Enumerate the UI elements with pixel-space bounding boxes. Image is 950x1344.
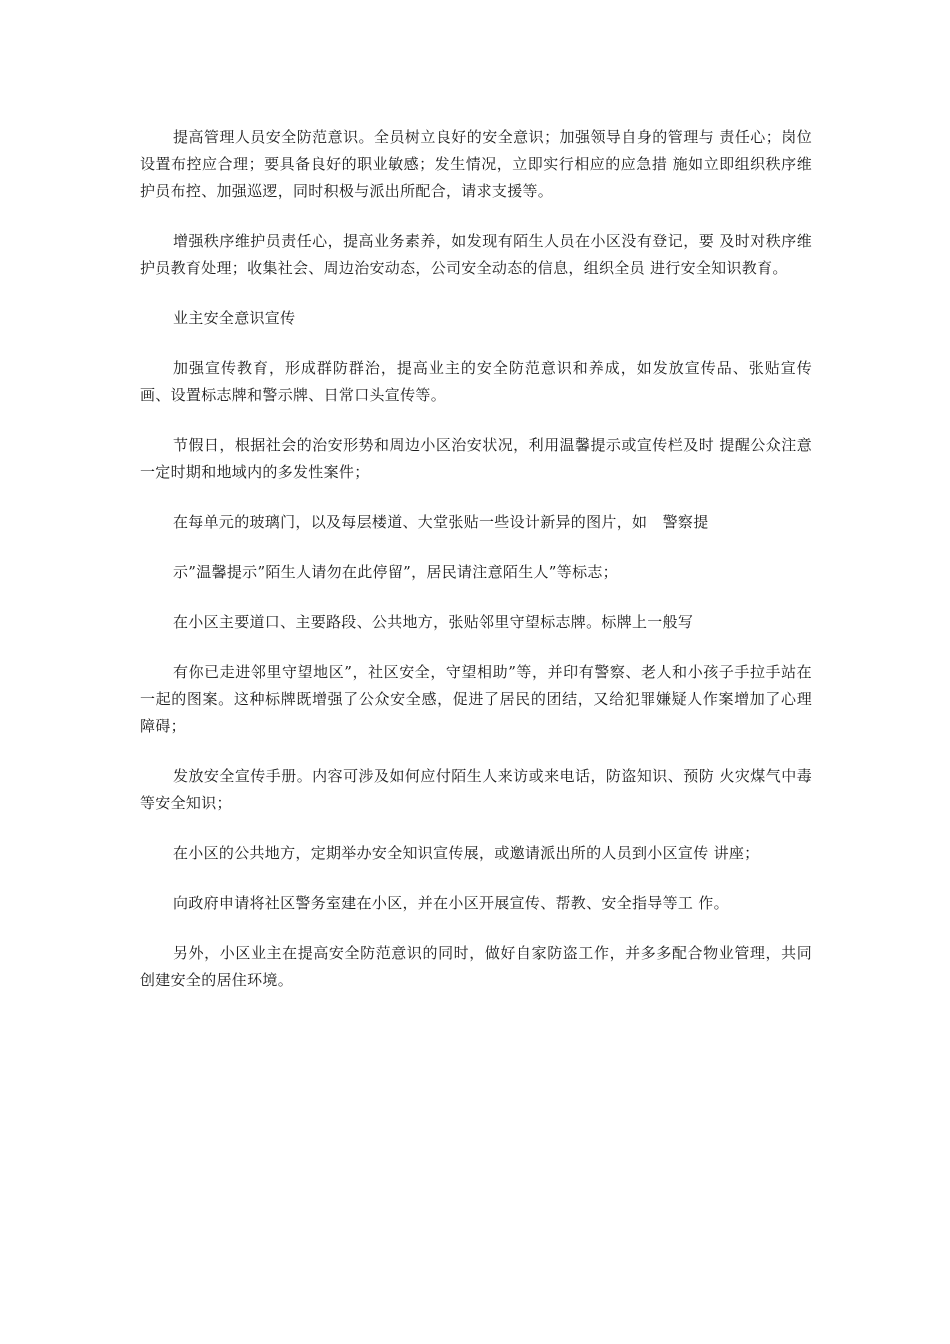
paragraph-conclusion: 另外，小区业主在提高安全防范意识的同时，做好自家防盗工作，并多多配合物业管理，共同创建安全的居住环境。 [140,944,812,989]
paragraph-safety-handbook: 发放安全宣传手册。内容可涉及如何应付陌生人来访或来电话，防盗知识、预防 火灾煤气中毒等安全知识； [140,767,812,812]
paragraph-management-awareness: 提高管理人员安全防范意识。全员树立良好的安全意识；加强领导自身的管理与 责任心；岗位设置布控应合理；要具备良好的职业敏感；发生情况，立即实行相应的应急措 施如立即组织秩序维护员布控、加强巡逻，同时积极与派出所配合，请求支援等。 [140,128,812,200]
document-body [140,124,812,1017]
paragraph-security-staff: 增强秩序维护员责任心，提高业务素养，如发现有陌生人员在小区没有登记，要 及时对秩序维护员教育处理；收集社会、周边治安动态，公司安全动态的信息，组织全员 进行安全知识教育。 [140,232,812,277]
paragraph-glass-door-posters: 在每单元的玻璃门，以及每层楼道、大堂张贴一些设计新异的图片，如 警察提 [173,513,709,531]
paragraph-holiday-reminders: 节假日，根据社会的治安形势和周边小区治安状况，利用温馨提示或宣传栏及时 提醒公众注意一定时期和地域内的多发性案件； [140,436,812,481]
paragraph-sign-content: 有你已走进邻里守望地区”，社区安全，守望相助”等，并印有警察、老人和小孩子手拉手站在一起的图案。这种标牌既增强了公众安全感，促进了居民的团结，又给犯罪嫌疑人作案增加了心理障碍； [140,663,812,735]
paragraph-publicity-education: 加强宣传教育，形成群防群治，提高业主的安全防范意识和养成，如发放宣传品、张贴宣传画、设置标志牌和警示牌、日常口头宣传等。 [140,359,812,404]
section-heading-owner-awareness: 业主安全意识宣传 [173,309,296,327]
paragraph-police-office: 向政府申请将社区警务室建在小区，并在小区开展宣传、帮教、安全指导等工 作。 [173,894,729,912]
paragraph-safety-exhibition: 在小区的公共地方，定期举办安全知识宣传展，或邀请派出所的人员到小区宣传 讲座； [173,844,760,862]
paragraph-neighborhood-watch-signs: 在小区主要道口、主要路段、公共地方，张贴邻里守望标志牌。标牌上一般写 [173,613,694,631]
paragraph-warning-signs: 示”温馨提示”陌生人请勿在此停留”，居民请注意陌生人”等标志； [173,563,618,581]
